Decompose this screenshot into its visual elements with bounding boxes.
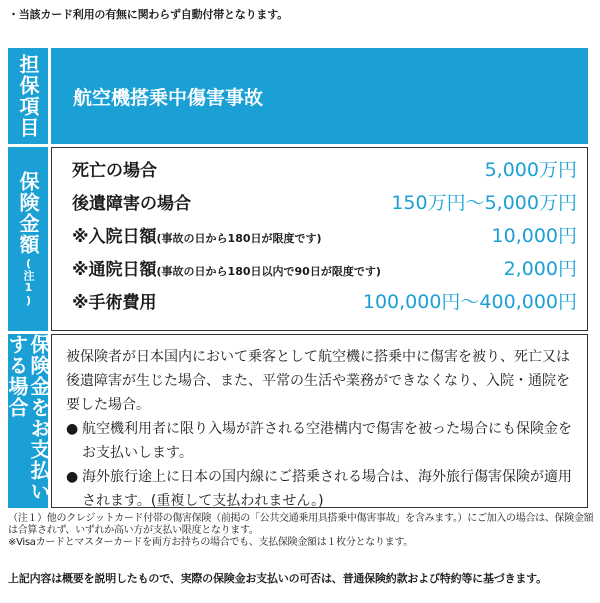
amount-item-value: 100,000円〜400,000円 xyxy=(362,291,577,313)
coverage-item-label-text: 担保項目 xyxy=(16,54,40,138)
amount-item xyxy=(72,253,577,286)
amount-item-name: 後遺障害の場合 xyxy=(72,194,191,214)
payment-case-bullet-text: 海外旅行途上に日本の国内線にご搭乗される場合は、海外旅行傷害保険が適用されます。(重複して支払われません。) xyxy=(82,469,572,509)
payment-cases-intro: 被保険者が日本国内において乗客として航空機に搭乗中に傷害を被り、死亡又は後遺障害が生じた場合、また、平常の生活や業務ができなくなり、入院・通院を要した場合。 xyxy=(66,349,570,413)
bullet-dot-icon: ● xyxy=(66,469,79,485)
amount-item-value: 10,000円 xyxy=(491,225,577,247)
coverage-item-row xyxy=(8,48,588,144)
amount-item xyxy=(72,154,577,187)
bullet-dot-icon: ● xyxy=(66,421,79,437)
payment-cases-label-text: 保険金をお支払いする場合 xyxy=(5,334,51,502)
payment-case-bullet xyxy=(66,417,573,465)
footnotes xyxy=(8,513,596,549)
amount-item-name: 死亡の場合 xyxy=(72,161,157,181)
amount-item-name: ※通院日額(事故の日から180日以内で90日が限度です) xyxy=(72,260,381,280)
footnote-line: （注１）他のクレジットカード付帯の傷害保険（前掲の「公共交通乗用具搭乗中傷害事故」を含みます。）にご加入の場合は、保険金額は合算されず、いずれか高い方が支払い限度となります。 xyxy=(8,513,594,536)
amount-item xyxy=(72,187,577,220)
payment-cases-label xyxy=(5,334,51,508)
coverage-item-label xyxy=(8,48,48,144)
insurance-amount-row xyxy=(8,144,588,331)
amount-item-value: 150万円〜5,000万円 xyxy=(391,192,577,214)
payment-cases-box xyxy=(51,334,588,508)
amount-item-note: (事故の日から180日が限度です) xyxy=(156,232,322,245)
summary-disclaimer: 上記内容は概要を説明したもので、実際の保険金お支払いの可否は、普通保険約款および特約等に基づきます。 xyxy=(8,572,547,585)
insurance-amount-label-note: (注1) xyxy=(22,257,35,307)
coverage-item-name: 航空機搭乗中傷害事故 xyxy=(51,48,588,144)
payment-cases-bullets xyxy=(66,417,573,513)
amount-item-name: ※入院日額(事故の日から180日が限度です) xyxy=(72,227,322,247)
insurance-amount-list xyxy=(52,148,587,319)
amount-item xyxy=(72,286,577,319)
auto-attach-note: ・当該カード利用の有無に関わらず自動付帯となります。 xyxy=(8,8,288,21)
payment-case-bullet-text: 航空機利用者に限り入場が許される空港構内で傷害を被った場合にも保険金をお支払いします。 xyxy=(82,421,572,461)
coverage-table xyxy=(5,48,588,509)
amount-item-value: 2,000円 xyxy=(503,258,577,280)
insurance-amount-box xyxy=(51,147,588,331)
insurance-amount-label-text: 保険金額 xyxy=(16,171,40,255)
payment-cases-row xyxy=(5,331,588,509)
insurance-amount-label xyxy=(8,147,48,331)
amount-item xyxy=(72,220,577,253)
footnote-line: ※Visaカードとマスターカードを両方お持ちの場合でも、支払保険金額は１枚分となります。 xyxy=(8,537,413,548)
amount-item-note: (事故の日から180日以内で90日が限度です) xyxy=(156,265,381,278)
amount-item-value: 5,000万円 xyxy=(484,159,577,181)
payment-case-bullet xyxy=(66,465,573,513)
amount-item-name: ※手術費用 xyxy=(72,293,157,313)
